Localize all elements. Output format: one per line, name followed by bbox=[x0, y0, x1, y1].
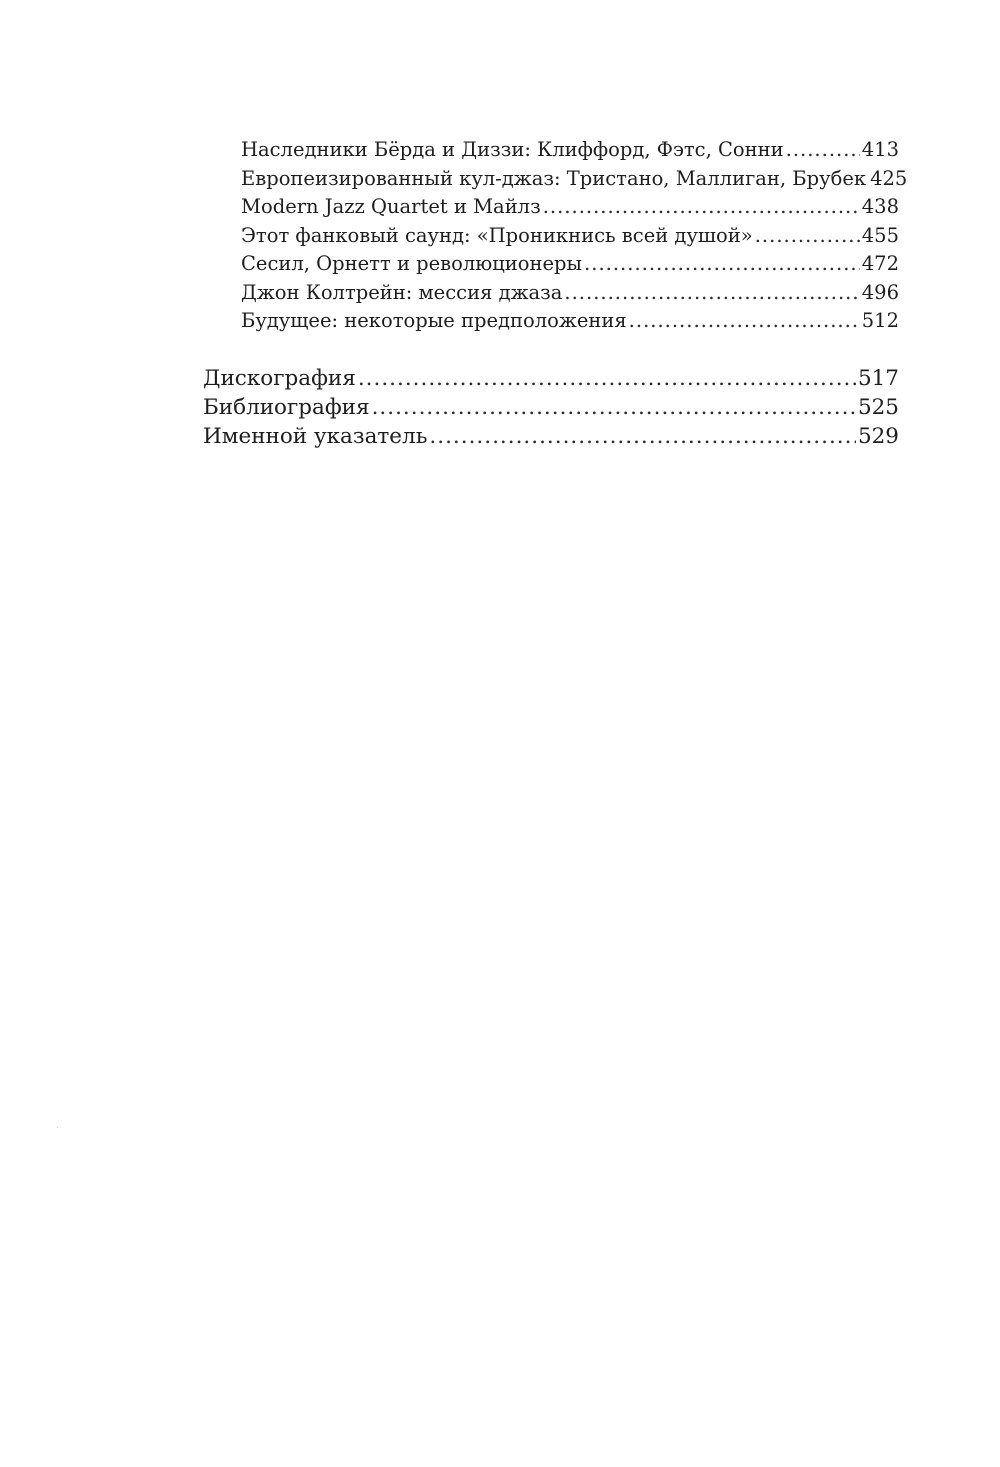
toc-main-entry bbox=[203, 394, 899, 422]
toc-subentry bbox=[241, 194, 899, 220]
toc-entry-title: Сесил, Орнетт и революционеры bbox=[241, 252, 583, 275]
toc-entry-page: 496 bbox=[861, 281, 899, 304]
toc-entry-page: 425 bbox=[870, 167, 908, 190]
dot-leader bbox=[543, 194, 860, 220]
toc-entry-page: 525 bbox=[857, 395, 899, 420]
toc-entry-page: 413 bbox=[861, 138, 899, 161]
toc-entry-title: Европеизированный кул-джаз: Тристано, Маллиган, Брубек bbox=[241, 167, 867, 190]
toc-entry-title: Дискография bbox=[203, 366, 356, 391]
toc-subentry bbox=[241, 166, 908, 192]
dot-leader bbox=[584, 251, 860, 277]
toc-entry-title: Будущее: некоторые предположения bbox=[241, 309, 627, 332]
toc-subentry bbox=[241, 137, 899, 163]
toc-entry-page: 455 bbox=[861, 224, 899, 247]
dot-leader bbox=[429, 423, 856, 451]
dot-leader bbox=[372, 394, 856, 422]
dot-leader bbox=[786, 137, 860, 163]
toc-entry-page: 529 bbox=[857, 424, 899, 449]
dot-leader bbox=[358, 365, 856, 393]
toc-entry-page: 472 bbox=[861, 252, 899, 275]
toc-subentry bbox=[241, 251, 899, 277]
toc-entry-title: Именной указатель bbox=[203, 424, 428, 449]
toc-entry-title: Джон Колтрейн: мессия джаза bbox=[241, 281, 563, 304]
toc-main-entry bbox=[203, 423, 899, 451]
toc-main-entry bbox=[203, 365, 899, 393]
toc-entry-title: Этот фанковый саунд: «Проникнись всей душой» bbox=[241, 224, 753, 247]
toc-entry-title: Modern Jazz Quartet и Майлз bbox=[241, 195, 541, 218]
paper-speck bbox=[57, 1127, 58, 1128]
toc-entry-page: 517 bbox=[857, 366, 899, 391]
toc-entry-title: Библиография bbox=[203, 395, 370, 420]
toc-subentry bbox=[241, 223, 899, 249]
dot-leader bbox=[629, 308, 860, 334]
dot-leader bbox=[755, 223, 860, 249]
toc-entry-page: 512 bbox=[861, 309, 899, 332]
dot-leader bbox=[564, 280, 859, 306]
toc-entry-page: 438 bbox=[861, 195, 899, 218]
toc-subentry bbox=[241, 308, 899, 334]
toc-entry-title: Наследники Бёрда и Диззи: Клиффорд, Фэтс, Сонни bbox=[241, 138, 784, 161]
toc-subentry bbox=[241, 280, 899, 306]
